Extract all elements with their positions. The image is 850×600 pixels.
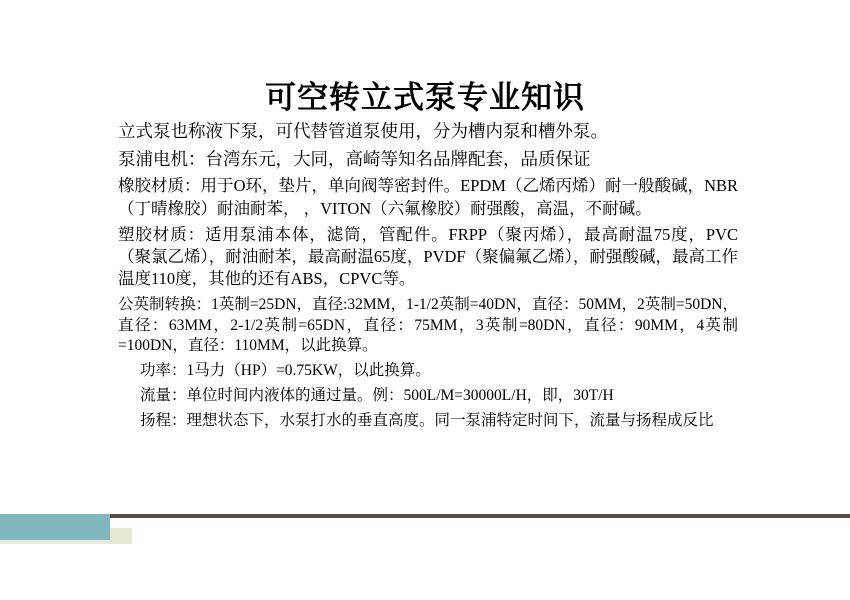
paragraph-intro: 立式泵也称液下泵，可代替管道泵使用，分为槽内泵和槽外泵。 [118,121,608,141]
footer-decoration [0,514,850,542]
paragraph-rubber: 橡胶材质：用于O环，垫片，单向阀等密封件。EPDM（乙烯丙烯）耐一般酸碱，NBR（丁晴橡胶）耐油耐苯， ，VITON（六氟橡胶）耐强酸，高温，不耐碱。 [118,176,738,218]
paragraph-flow: 流量：单位时间内液体的通过量。例：500L/M=30000L/H，即，30T/H [140,387,614,405]
paragraph-plastic: 塑胶材质：适用泵浦本体，滤筒，管配件。FRPP（聚丙烯），最高耐温75度，PVC（聚氯乙烯），耐油耐苯，最高耐温65度，PVDF（聚偏氟乙烯），耐强酸碱，最高工作温度110度，其他的还有ABS，CPVC等。 [118,224,738,289]
footer-bar-dark [110,514,850,518]
paragraph-conversion: 公英制转换：1英制=25DN，直径:32MM，1-1/2英制=40DN，直径：50MM，2英制=50DN，直径：63MM，2-1/2英制=65DN，直径：75MM，3英制=80DN，直径：90MM，4英制=100DN，直径：110MM，以此换算。 [118,295,738,355]
paragraph-head: 扬程：理想状态下，水泵打水的垂直高度。同一泵浦特定时间下，流量与扬程成反比 [140,412,714,430]
paragraph-power: 功率：1马力（HP）=0.75KW，以此换算。 [140,362,431,380]
slide-body [118,120,738,436]
paragraph-motor: 泵浦电机：台湾东元，大同，高崎等知名品牌配套，品质保证 [118,148,591,169]
footer-bar-teal [0,514,110,540]
page-title: 可空转立式泵专业知识 [265,80,585,116]
